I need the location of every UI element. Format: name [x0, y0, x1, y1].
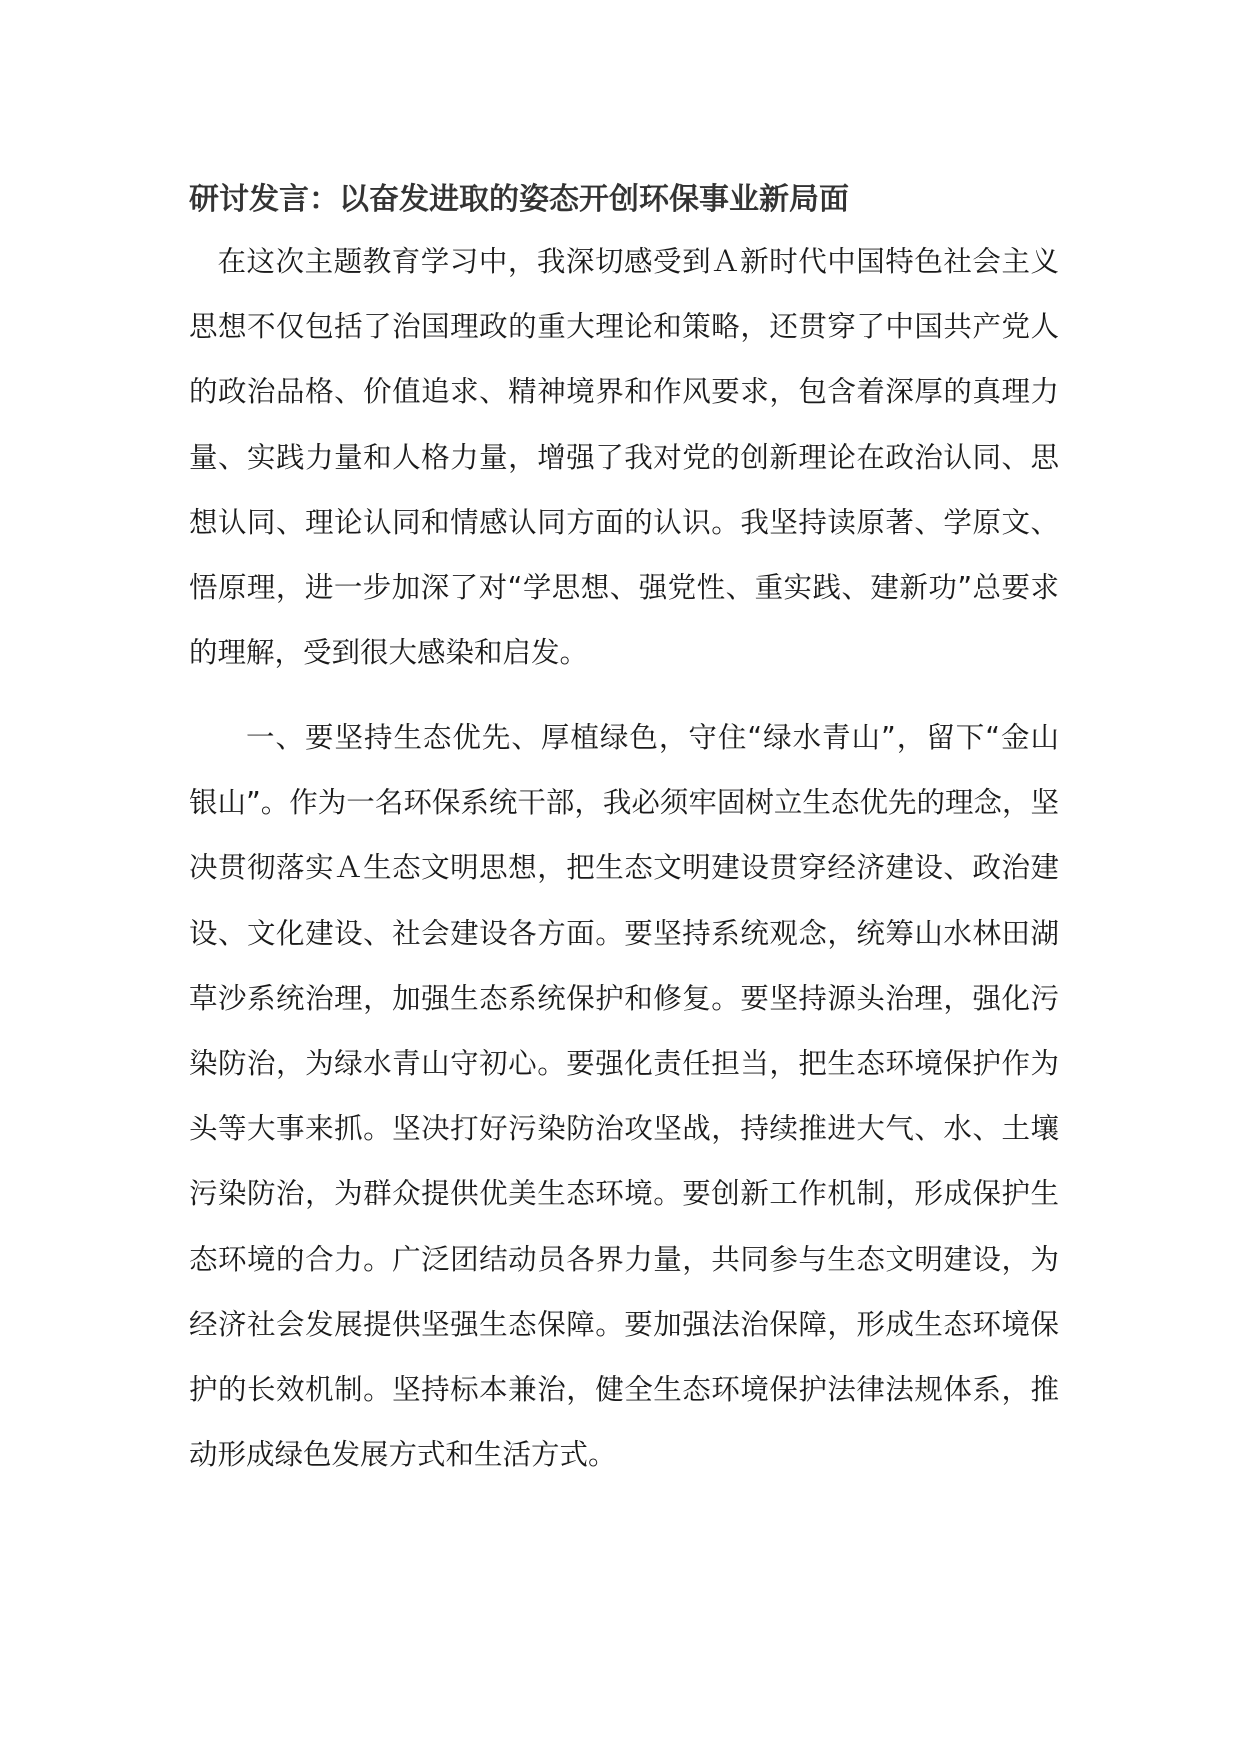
document-title: 研讨发言：以奋发进取的姿态开创环保事业新局面: [189, 182, 849, 217]
body-paragraph-intro: 在这次主题教育学习中，我深切感受到Ａ新时代中国特色社会主义思想不仅包括了治国理政的重大理论和策略，还贯穿了中国共产党人的政治品格、价值追求、精神境界和作风要求，包含着深厚的真理力量、实践力量和人格力量，增强了我对党的创新理论在政治认同、思想认同、理论认同和情感认同方面的认识。我坚持读原著、学原文、悟原理，进一步加深了对“学思想、强党性、重实践、建新功”总要求的理解，受到很大感染和启发。: [189, 245, 1059, 670]
body-paragraph-section-one: 一、要坚持生态优先、厚植绿色，守住“绿水青山”，留下“金山银山”。作为一名环保系统干部，我必须牢固树立生态优先的理念，坚决贯彻落实Ａ生态文明思想，把生态文明建设贯穿经济建设、政治建设、文化建设、社会建设各方面。要坚持系统观念，统筹山水林田湖草沙系统治理，加强生态系统保护和修复。要坚持源头治理，强化污染防治，为绿水青山守初心。要强化责任担当，把生态环境保护作为头等大事来抓。坚决打好污染防治攻坚战，持续推进大气、水、土壤污染防治，为群众提供优美生态环境。要创新工作机制，形成保护生态环境的合力。广泛团结动员各界力量，共同参与生态文明建设，为经济社会发展提供坚强生态保障。要加强法治保障，形成生态环境保护的长效机制。坚持标本兼治，健全生态环境保护法律法规体系，推动形成绿色发展方式和生活方式。: [189, 721, 1059, 1472]
